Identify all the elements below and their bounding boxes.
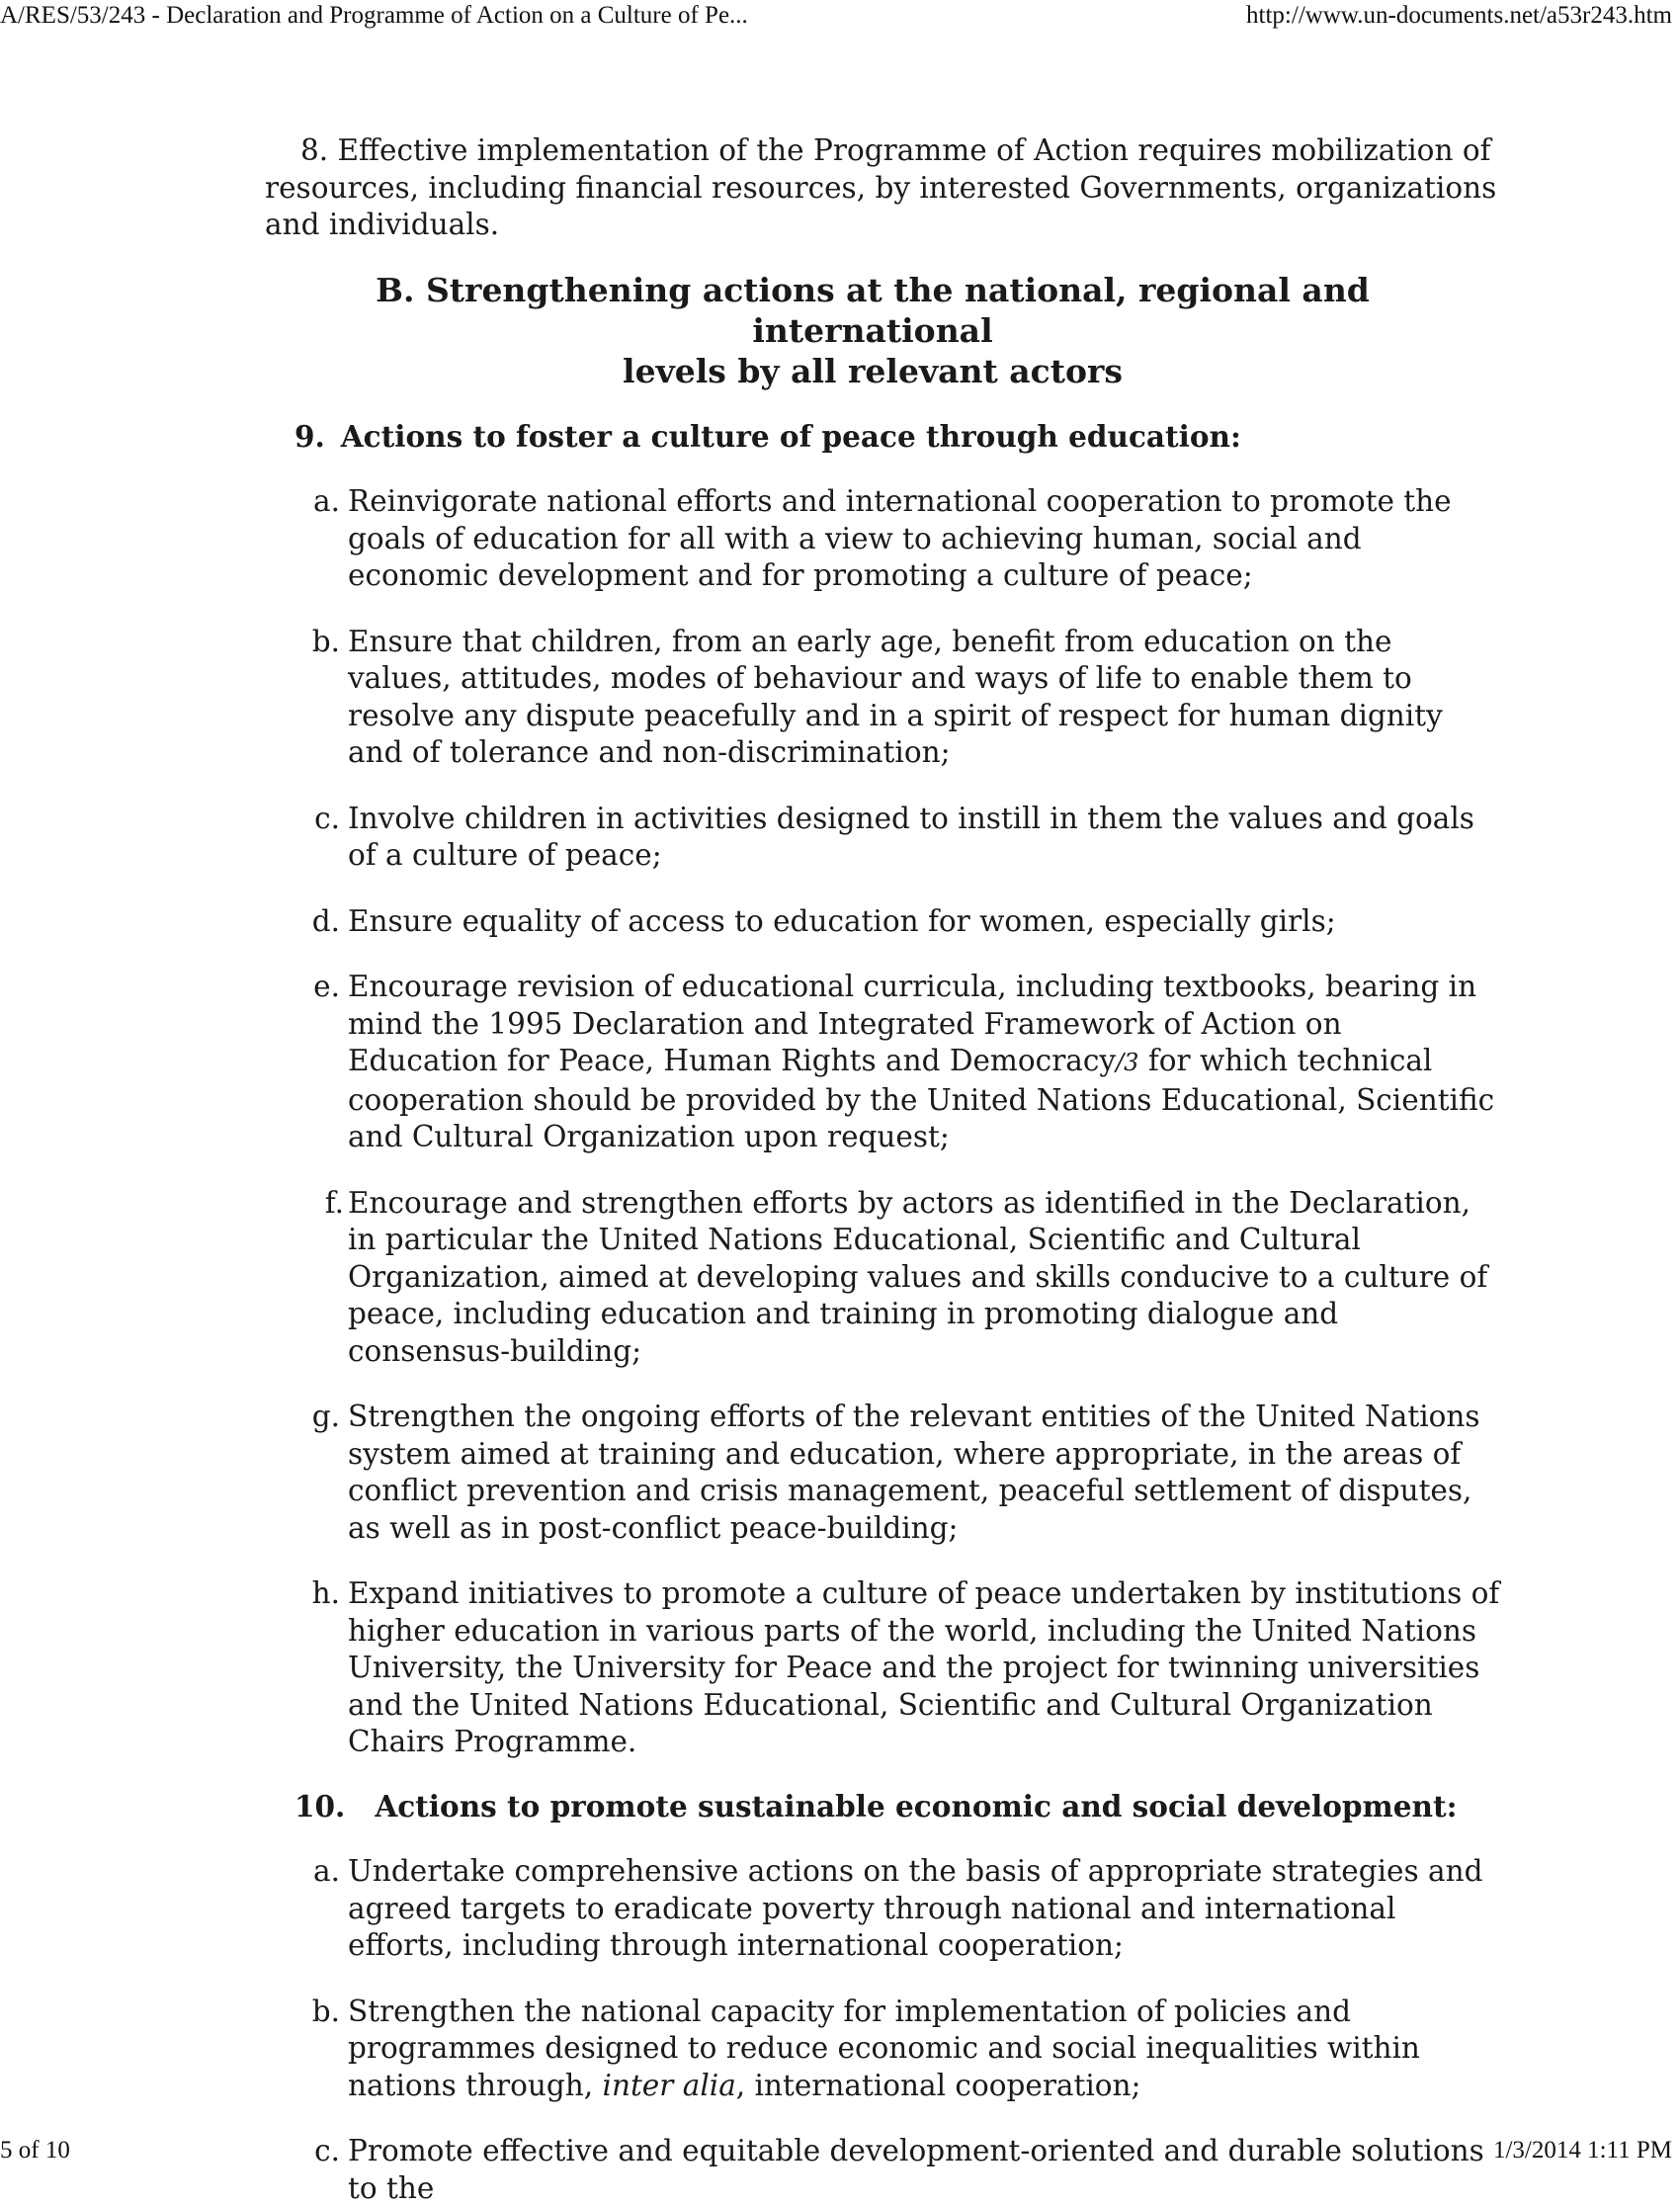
- item-9-list: [265, 483, 1500, 1761]
- item-text: Ensure equality of access to education for women, especially girls;: [348, 903, 1336, 938]
- item-text: Involve children in activities designed to instill in them the values and goals of a culture of peace;: [348, 801, 1474, 872]
- section-b-heading-line2: levels by all relevant actors: [623, 351, 1123, 390]
- item-9-heading: [265, 418, 1500, 456]
- item-letter: b.: [311, 624, 340, 658]
- item-text-after: , international cooperation;: [735, 2068, 1141, 2102]
- item-10-heading: [265, 1788, 1500, 1825]
- item-letter: d.: [311, 903, 340, 938]
- item-letter: e.: [313, 970, 340, 1003]
- document-body: [265, 132, 1500, 2207]
- item-text: Expand initiatives to promote a culture of peace undertaken by institutions of higher education in various parts of the world, including the United Nations University, the University for Peace and the project for twinning universities and the United Nations Educational, Scientific and Cultural Organization Chairs Programme.: [348, 1576, 1500, 1758]
- item-letter: a.: [313, 484, 340, 518]
- item-text: Reinvigorate national efforts and international cooperation to promote the goals of education for all with a view to achieving human, social and economic development and for promoting a culture of peace;: [348, 484, 1452, 592]
- list-item: [265, 1994, 1500, 2105]
- item-text-before: Encourage revision of educational curricula, including textbooks, bearing in mind the 1995 Declaration and Integrated Framework of Action on Education for Peace, Human Rights and Democracy: [348, 970, 1477, 1077]
- item-text: Strengthen the ongoing efforts of the relevant entities of the United Nations system aimed at training and education, where appropriate, in the areas of conflict prevention and crisis management, peaceful settlement of disputes, as well as in post-conflict peace-building;: [348, 1400, 1480, 1545]
- list-item: [265, 483, 1500, 595]
- item-text: Ensure that children, from an early age, benefit from education on the values, attitudes, modes of behaviour and ways of life to enable them to resolve any dispute peacefully and in a spirit of respect for human dignity and of tolerance and non-discrimination;: [348, 624, 1443, 769]
- item-letter: f.: [324, 1185, 344, 1220]
- item-letter: c.: [314, 801, 340, 835]
- item-text: Encourage and strengthen efforts by actors as identified in the Declaration, in particular the United Nations Educational, Scientific and Cultural Organization, aimed at developing values and skills conducive to a culture of peace, including education and training in promoting dialogue and consensus-building;: [348, 1185, 1488, 1368]
- list-item: [265, 1575, 1500, 1761]
- list-item: [265, 969, 1500, 1156]
- paragraph-8: 8. Effective implementation of the Programme of Action requires mobilization of resources, including financial resources, by interested Governments, organizations and individuals.: [265, 133, 1497, 241]
- item-9-title: Actions to foster a culture of peace through education:: [340, 418, 1241, 454]
- list-item: [265, 1185, 1500, 1371]
- item-9-number: 9.: [294, 418, 325, 454]
- footnote-reference-link[interactable]: /3: [1116, 1049, 1139, 1076]
- page-number: 5 of 10: [0, 2137, 70, 2164]
- item-text: Undertake comprehensive actions on the basis of appropriate strategies and agreed targets to eradicate poverty through national and international efforts, including through international cooperation;: [348, 1854, 1483, 1962]
- item-letter: a.: [313, 1854, 340, 1888]
- item-letter: b.: [311, 1994, 340, 2028]
- item-letter: c.: [314, 2134, 340, 2167]
- section-b-heading: [265, 270, 1500, 391]
- item-letter: g.: [311, 1400, 340, 1433]
- document-url[interactable]: http://www.un-documents.net/a53r243.htm: [1246, 2, 1672, 29]
- document-title: A/RES/53/243 - Declaration and Programme of Action on a Culture of Pe...: [0, 2, 748, 29]
- list-item: [265, 1853, 1500, 1965]
- item-letter: h.: [311, 1576, 340, 1610]
- latin-phrase: inter alia: [602, 2068, 736, 2102]
- item-10-number: 10.: [294, 1788, 346, 1824]
- print-footer: [0, 2137, 1680, 2170]
- print-datetime: 1/3/2014 1:11 PM: [1492, 2137, 1672, 2164]
- item-text-before: Strengthen the national capacity for implementation of policies and programmes designed to reduce economic and social inequalities within nations through,: [348, 1994, 1420, 2102]
- list-item: [265, 801, 1500, 875]
- item-10-title: Actions to promote sustainable economic and social development:: [375, 1788, 1458, 1824]
- list-item: [265, 624, 1500, 772]
- print-header: [0, 2, 1680, 36]
- item-text: Promote effective and equitable development-oriented and durable solutions to the: [348, 2134, 1484, 2205]
- list-item: [265, 1399, 1500, 1547]
- section-b-heading-line1: B. Strengthening actions at the national, regional and international: [376, 270, 1370, 350]
- list-item: [265, 903, 1500, 941]
- item-text-after: for which technical cooperation should be provided by the United Nations Educational, Scientific and Cultural Organization upon request;: [348, 1044, 1495, 1153]
